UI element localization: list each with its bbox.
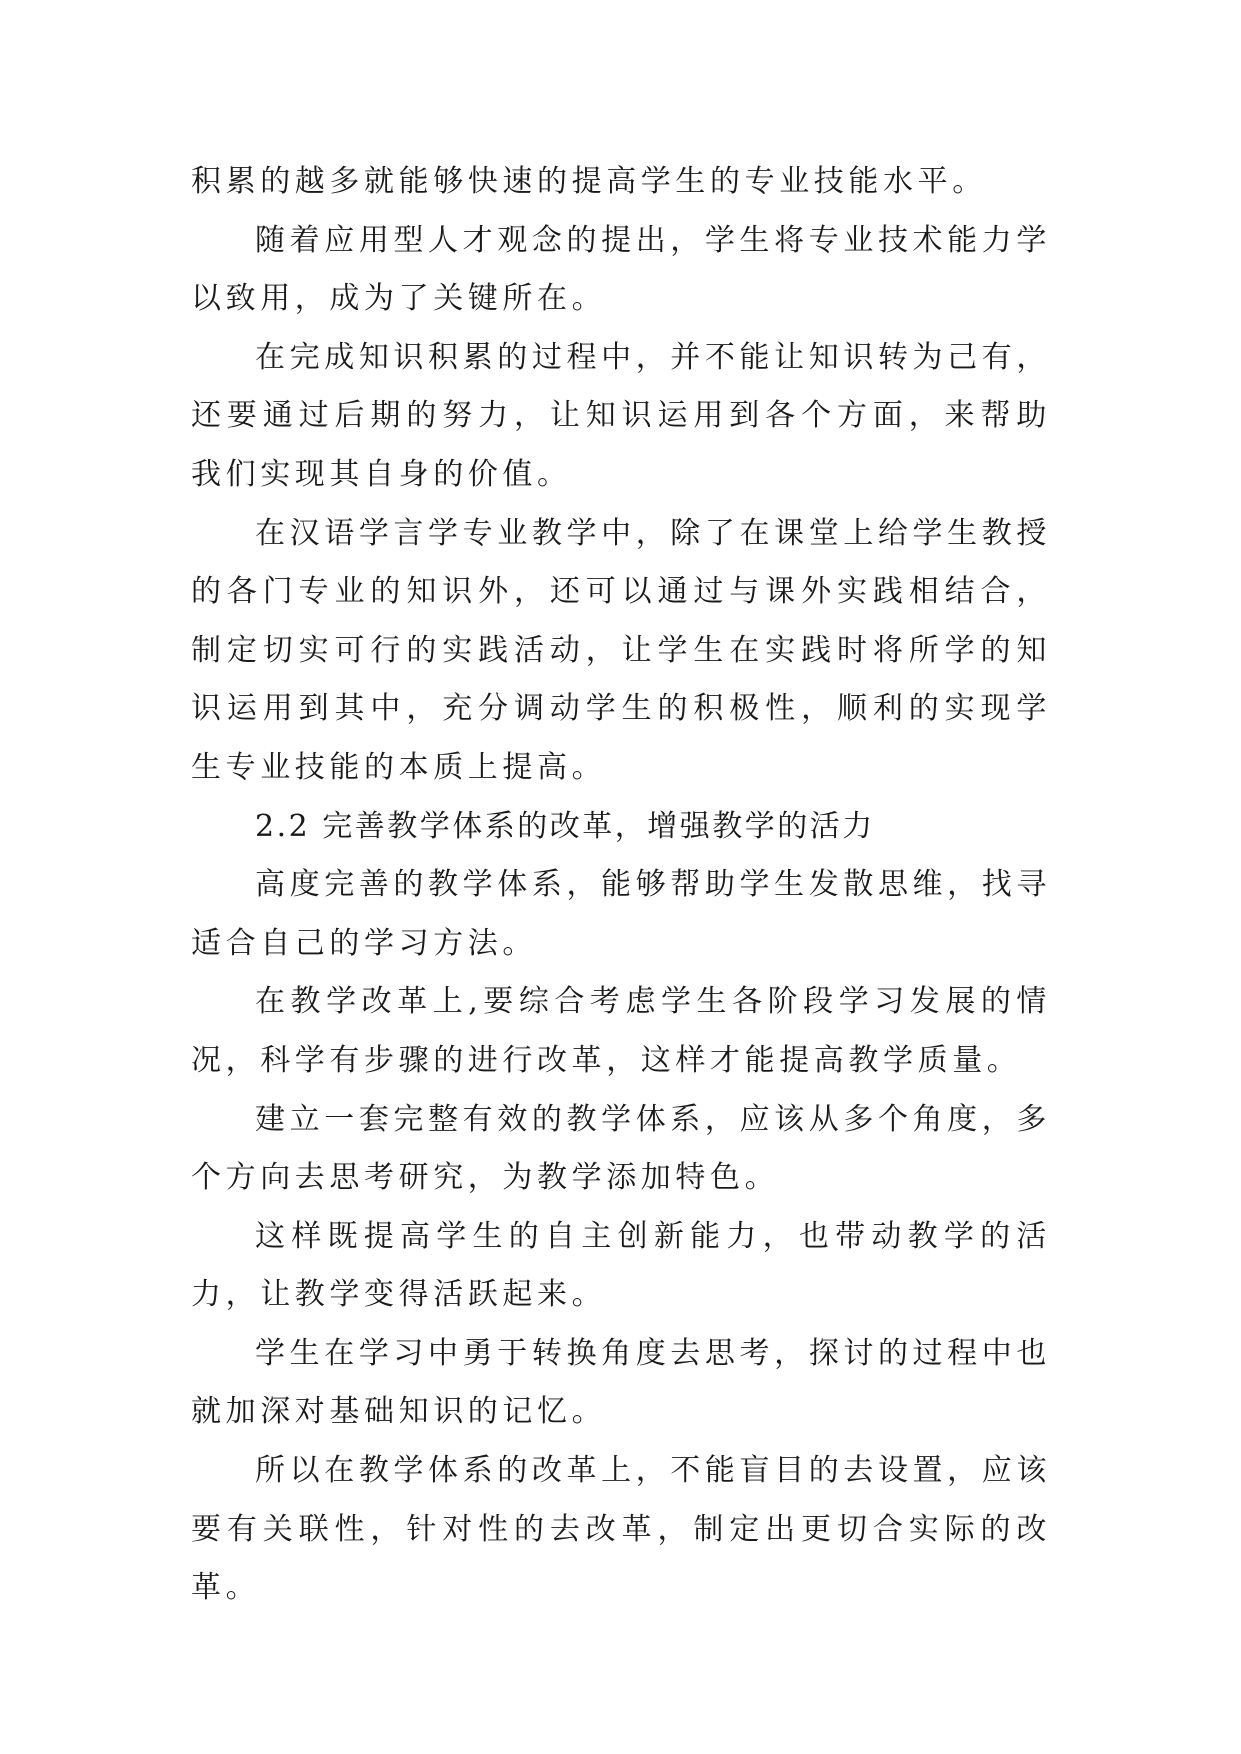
paragraph-2: 随着应用型人才观念的提出，学生将专业技术能力学以致用，成为了关键所在。 [191,222,1051,317]
document-body [191,153,1051,1618]
paragraph-9: 学生在学习中勇于转换角度去思考，探讨的过程中也就加深对基础知识的记忆。 [191,1335,1051,1430]
paragraph-3: 在完成知识积累的过程中，并不能让知识转为己有，还要通过后期的努力，让知识运用到各个方面，来帮助我们实现其自身的价值。 [191,339,1051,492]
paragraph-8: 这样既提高学生的自主创新能力，也带动教学的活力，让教学变得活跃起来。 [191,1218,1051,1313]
paragraph-4: 在汉语学言学专业教学中，除了在课堂上给学生教授的各门专业的知识外，还可以通过与课外实践相结合，制定切实可行的实践活动，让学生在实践时将所学的知识运用到其中，充分调动学生的积极性，顺利的实现学生专业技能的本质上提高。 [191,515,1051,785]
paragraph-1: 积累的越多就能够快速的提高学生的专业技能水平。 [191,164,987,199]
section-heading-2-2: 2.2 完善教学体系的改革，增强教学的活力 [255,808,875,844]
paragraph-5: 高度完善的教学体系，能够帮助学生发散思维，找寻适合自己的学习方法。 [191,867,1051,961]
paragraph-6: 在教学改革上,要综合考虑学生各阶段学习发展的情况，科学有步骤的进行改革，这样才能提高教学质量。 [191,984,1051,1078]
paragraph-7: 建立一套完整有效的教学体系，应该从多个角度，多个方向去思考研究，为教学添加特色。 [191,1101,1051,1196]
paragraph-10: 所以在教学体系的改革上，不能盲目的去设置，应该要有关联性，针对性的去改革，制定出更切合实际的改革。 [191,1453,1051,1606]
